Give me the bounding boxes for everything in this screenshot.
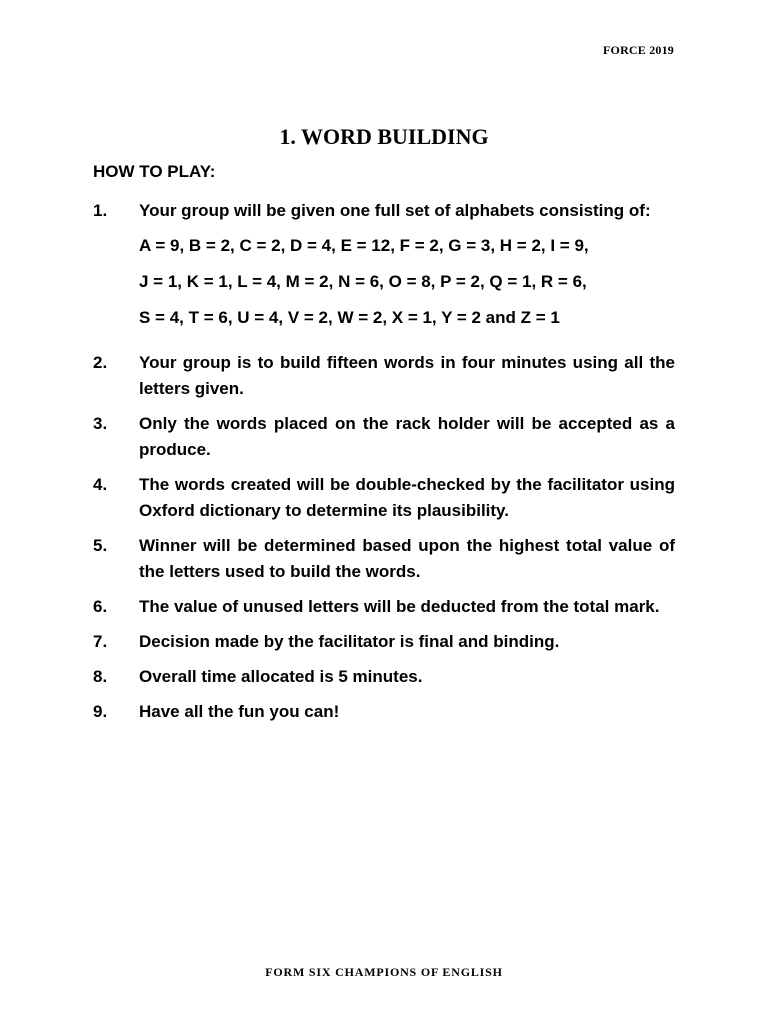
rule-number: 6. — [93, 597, 108, 616]
rule-text: Winner will be determined based upon the highest total value of the letters used to build the words. — [139, 536, 675, 581]
rule-item-6 — [93, 594, 675, 620]
rule-text: Overall time allocated is 5 minutes. — [139, 667, 423, 686]
rule-number: 7. — [93, 632, 108, 651]
rule-number: 4. — [93, 475, 108, 494]
section-heading: HOW TO PLAY: — [93, 162, 216, 181]
rule-item-8 — [93, 664, 675, 690]
rule-number: 1. — [93, 201, 108, 220]
rule-item-4 — [93, 472, 675, 524]
rules-list — [93, 198, 675, 734]
rule-body — [139, 198, 675, 341]
rule-item-1 — [93, 198, 675, 341]
rule-text: Decision made by the facilitator is final and binding. — [139, 632, 560, 651]
rule-text: Your group will be given one full set of alphabets consisting of: — [139, 201, 651, 220]
letter-line: A = 9, B = 2, C = 2, D = 4, E = 12, F = 2, G = 3, H = 2, I = 9, — [139, 236, 589, 255]
rule-text: Your group is to build fifteen words in four minutes using all the letters given. — [139, 353, 675, 398]
rule-number: 9. — [93, 702, 108, 721]
rule-item-5 — [93, 533, 675, 585]
rule-number: 8. — [93, 667, 108, 686]
page-title: 1. WORD BUILDING — [279, 124, 489, 149]
rule-text: Have all the fun you can! — [139, 702, 340, 721]
rule-item-2 — [93, 350, 675, 402]
rule-number: 3. — [93, 414, 108, 433]
rule-text: The value of unused letters will be deducted from the total mark. — [139, 597, 660, 616]
rule-text: Only the words placed on the rack holder will be accepted as a produce. — [139, 414, 675, 459]
letter-line: J = 1, K = 1, L = 4, M = 2, N = 6, O = 8, P = 2, Q = 1, R = 6, — [139, 272, 587, 291]
header-label: FORCE 2019 — [603, 43, 674, 57]
footer-text: FORM SIX CHAMPIONS OF ENGLISH — [265, 965, 503, 979]
rule-number: 5. — [93, 536, 108, 555]
letter-line: S = 4, T = 6, U = 4, V = 2, W = 2, X = 1, Y = 2 and Z = 1 — [139, 308, 560, 327]
letter-distribution — [139, 233, 675, 331]
rule-item-9 — [93, 699, 675, 725]
rule-item-7 — [93, 629, 675, 655]
rule-text: The words created will be double-checked by the facilitator using Oxford dictionary to determine its plausibility. — [139, 475, 675, 520]
rule-item-3 — [93, 411, 675, 463]
rule-number: 2. — [93, 353, 108, 372]
